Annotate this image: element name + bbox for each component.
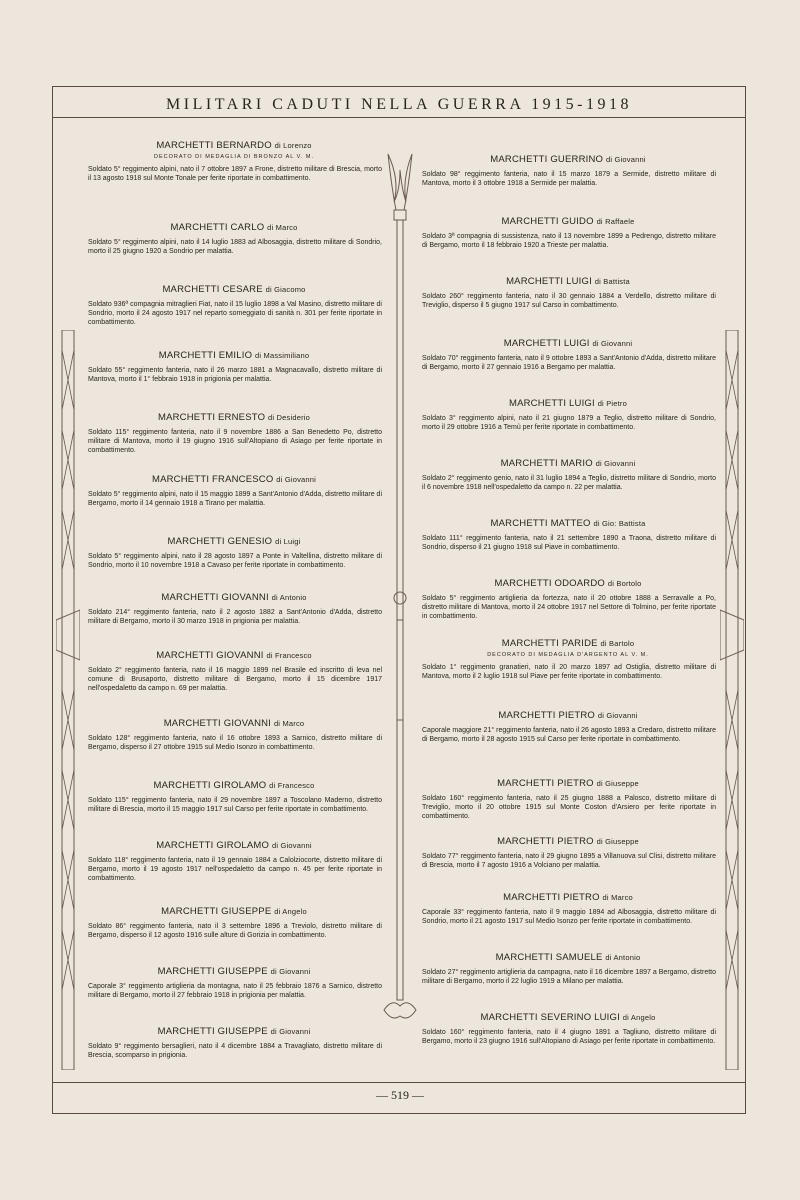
entry-patronymic: di Massimiliano [255, 351, 310, 360]
entry-description: Soldato 27° reggimento artiglieria da campagna, nato il 16 dicembre 1897 a Bergamo, distretto militare di Bergamo, morto il 22 luglio 1919 a Milano per malattia. [422, 969, 716, 985]
entry-medal: DECORATO DI MEDAGLIA DI BRONZO AL V. M. [153, 154, 315, 160]
entry-patronymic: di Giovanni [605, 155, 646, 164]
entry-patronymic: di Bortolo [607, 579, 642, 588]
entry-surname: MARCHETTI PIETRO [497, 778, 594, 789]
entry-patronymic: di Antonio [271, 593, 307, 602]
entry-name [418, 892, 718, 903]
entry-surname: MARCHETTI GIUSEPPE [157, 966, 268, 977]
entry-name [84, 350, 384, 361]
entry-patronymic: di Marco [267, 223, 298, 232]
entry-description: Soldato 2° reggimento genio, nato il 31 luglio 1894 a Teglio, distretto militare di Sondrio, morto il 6 novembre 1918 nell'ospedaletto da campo n. 22 per malattia. [422, 475, 716, 491]
entry-patronymic: di Angelo [274, 907, 307, 916]
entry-surname: MARCHETTI MARIO [500, 458, 593, 469]
entry-name [418, 638, 718, 649]
entry-description: Soldato 118° reggimento fanteria, nato il 19 gennaio 1884 a Calolziocorte, distretto militare di Bergamo, morto il 19 agosto 1917 nell'ospedaletto da campo n. 45 per ferite riportate in combattimento. [88, 857, 382, 882]
entry-patronymic: di Giovanni [595, 459, 636, 468]
entry [84, 906, 384, 941]
entry-patronymic: di Giovanni [276, 475, 317, 484]
entry-name [84, 412, 384, 423]
entry-surname: MARCHETTI LUIGI [506, 276, 592, 287]
entry-description: Soldato 98° reggimento fanteria, nato il 15 marzo 1879 a Sermide, distretto militare di Mantova, morto il 3 ottobre 1918 a Sermide per malattia. [422, 171, 716, 187]
entry-surname: MARCHETTI LUIGI [503, 338, 590, 349]
entry [418, 338, 718, 373]
entry-name [418, 518, 718, 529]
entry-name [418, 952, 718, 963]
entry [418, 518, 718, 553]
page-title: MILITARI CADUTI NELLA GUERRA 1915-1918 [52, 86, 746, 118]
entry-name [418, 778, 718, 789]
entry [418, 154, 718, 189]
entry-name [84, 780, 384, 791]
entry-surname: MARCHETTI GUIDO [501, 216, 594, 227]
entry-description: Soldato 260° reggimento fanteria, nato il 30 gennaio 1884 a Verdello, distretto militare di Treviglio, disperso il 5 giugno 1917 sul Carso in combattimento. [422, 293, 716, 309]
entry-surname: MARCHETTI GIROLAMO [153, 780, 267, 791]
entry-name [418, 276, 718, 287]
entry-patronymic: di Giovanni [271, 841, 312, 850]
entry-name [84, 718, 384, 729]
entry-name [418, 710, 718, 721]
entry-name [84, 140, 384, 151]
entry-name [84, 592, 384, 603]
entry-patronymic: di Francesco [269, 781, 315, 790]
entry [418, 638, 718, 682]
entry [418, 1012, 718, 1047]
entry-description: Soldato 5° reggimento alpini, nato il 14 luglio 1883 ad Albosaggia, distretto militare di Sondrio, morto il 25 giugno 1920 a Sondrio per malattia. [88, 239, 382, 255]
entry-surname: MARCHETTI GIROLAMO [156, 840, 270, 851]
entry-name [418, 154, 718, 165]
entry-surname: MARCHETTI ERNESTO [157, 412, 266, 423]
entry-description: Caporale 3° reggimento artiglieria da montagna, nato il 25 febbraio 1876 a Sarnico, distretto militare di Bergamo, morto il 27 febbraio 1918 in prigionia per malattia. [88, 983, 382, 999]
entry [84, 412, 384, 455]
entry [84, 474, 384, 509]
entry-name [84, 284, 384, 295]
entry [84, 350, 384, 385]
entry-surname: MARCHETTI LUIGI [508, 398, 595, 409]
entry-name [84, 650, 384, 661]
entry [84, 840, 384, 883]
entry-patronymic: di Desiderio [268, 413, 311, 422]
entry-description: Soldato 70° reggimento fanteria, nato il 9 ottobre 1893 a Sant'Antonio d'Adda, distretto militare di Bergamo, morto il 27 gennaio 1916 a Bergamo per malattia. [422, 355, 716, 371]
entry-patronymic: di Luigi [275, 537, 301, 546]
entry [418, 952, 718, 987]
entry-surname: MARCHETTI SAMUELE [495, 952, 603, 963]
entry [418, 276, 718, 311]
entry-name [418, 338, 718, 349]
entry [84, 222, 384, 257]
entry [84, 718, 384, 753]
entry-patronymic: di Francesco [266, 651, 312, 660]
entry-name [418, 836, 718, 847]
entry [84, 1026, 384, 1061]
entry-surname: MARCHETTI EMILIO [158, 350, 253, 361]
entry-patronymic: di Marco [602, 893, 633, 902]
entry-surname: MARCHETTI FRANCESCO [151, 474, 274, 485]
entry-medal: DECORATO DI MEDAGLIA D'ARGENTO AL V. M. [487, 652, 649, 658]
entry-name [418, 216, 718, 227]
entry-name [418, 1012, 718, 1023]
entry-description: Caporale maggiore 21° reggimento fanteria, nato il 26 agosto 1893 a Credaro, distretto militare di Bergamo, morto il 28 agosto 1915 sul Carso per ferite riportate in combattimento. [422, 727, 716, 743]
entry [418, 458, 718, 493]
entry-surname: MARCHETTI PIETRO [503, 892, 600, 903]
entry-description: Soldato 115° reggimento fanteria, nato il 29 novembre 1897 a Toscolano Maderno, distretto militare di Brescia, morto il 15 maggio 1917 sul Carso per ferite riportate in combattimento. [88, 797, 382, 813]
entry [84, 592, 384, 627]
entry-description: Soldato 86° reggimento fanteria, nato il 3 settembre 1896 a Treviolo, distretto militare di Bergamo, disperso il 12 agosto 1916 sulle alture di Gorizia in combattimento. [88, 923, 382, 939]
entry [84, 966, 384, 1001]
entry-patronymic: di Giovanni [270, 1027, 311, 1036]
entry-surname: MARCHETTI PARIDE [501, 638, 598, 649]
entry [418, 578, 718, 621]
page-number: — 519 — [376, 1088, 424, 1102]
entry-name [84, 966, 384, 977]
entry-surname: MARCHETTI GIOVANNI [161, 592, 269, 603]
entry-description: Caporale 33° reggimento fanteria, nato il 9 maggio 1894 ad Albosaggia, distretto militare di Sondrio, morto il 21 agosto 1917 sul Medio Isonzo per ferite riportate in combattimento. [422, 909, 716, 925]
entry-description: Soldato 160° reggimento fanteria, nato il 25 giugno 1888 a Palosco, distretto militare di Treviglio, morto il 20 ottobre 1915 sul Monte Coston d'Arsiero per ferite riportate in combattimento. [422, 795, 716, 820]
entry-patronymic: di Antonio [605, 953, 641, 962]
entry-surname: MARCHETTI ODOARDO [494, 578, 605, 589]
entry [418, 836, 718, 871]
entry-name [84, 474, 384, 485]
entry-surname: MARCHETTI PIETRO [498, 710, 596, 721]
entry-patronymic: di Giuseppe [596, 779, 639, 788]
entry [418, 398, 718, 433]
entry-description: Soldato 214° reggimento fanteria, nato il 2 agosto 1882 a Sant'Antonio d'Adda, distretto militare di Bergamo, morto il 30 marzo 1918 in prigionia per malattia. [88, 609, 382, 625]
entry-surname: MARCHETTI PIETRO [497, 836, 594, 847]
entry-description: Soldato 5° reggimento artiglieria da fortezza, nato il 20 ottobre 1888 a Serravalle a Po, distretto militare di Mantova, morto il 24 ottobre 1917 nel Settore di Tolmino, per ferite riportate in combattimento. [422, 595, 716, 620]
entry-name [84, 840, 384, 851]
entry-surname: MARCHETTI MATTEO [490, 518, 591, 529]
entry-description: Soldato 128° reggimento fanteria, nato il 16 ottobre 1893 a Sarnico, distretto militare di Bergamo, disperso il 27 ottobre 1915 sul Medio Isonzo in combattimento. [88, 735, 382, 751]
entry-surname: MARCHETTI GIOVANNI [156, 650, 264, 661]
entry-name [84, 1026, 384, 1037]
entry [418, 778, 718, 821]
entry-description: Soldato 2° reggimento fanteria, nato il 16 maggio 1899 nel Brasile ed inscritto di leva nel comune di Brusaporto, distretto militare di Bergamo, morto il 15 dicembre 1917 nell'ospedaletto da campo n. 69 per malattia. [88, 667, 382, 692]
entry [418, 892, 718, 927]
entry-patronymic: di Bartolo [600, 639, 635, 648]
entry [84, 536, 384, 571]
entry-patronymic: di Giovanni [270, 967, 311, 976]
entry-description: Soldato 5° reggimento alpini, nato il 28 agosto 1897 a Ponte in Valtellina, distretto militare di Sondrio, morto il 10 novembre 1918 a Cavaso per ferite riportate in combattimento. [88, 553, 382, 569]
entry-patronymic: di Giacomo [265, 285, 306, 294]
entry-patronymic: di Giuseppe [596, 837, 639, 846]
entry-surname: MARCHETTI GIUSEPPE [157, 1026, 268, 1037]
entry-patronymic: di Gio: Battista [593, 519, 646, 528]
entry-patronymic: di Pietro [597, 399, 628, 408]
entry [418, 216, 718, 251]
entry-description: Soldato 5° reggimento alpini, nato il 15 maggio 1899 a Sant'Antonio d'Adda, distretto militare di Bergamo, morto il 14 gennaio 1918 a Tirano per malattia. [88, 491, 382, 507]
entry-description: Soldato 77° reggimento fanteria, nato il 29 giugno 1895 a Villanuova sul Clisi, distretto militare di Brescia, morto il 7 agosto 1916 a Volciano per malattia. [422, 853, 716, 869]
entry-description: Soldato 55° reggimento fanteria, nato il 26 marzo 1881 a Magnacavallo, distretto militare di Mantova, morto il 1° febbraio 1918 in prigionia per malattia. [88, 367, 382, 383]
fasces-ornament-left-icon [56, 330, 80, 1070]
entry-description: Soldato 3° reggimento alpini, nato il 21 giugno 1879 a Teglio, distretto militare di Sondrio, morto il 29 ottobre 1916 a Temù per ferite riportate in combattimento. [422, 415, 716, 431]
entry-description: Soldato 936ª compagnia mitraglieri Fiat, nato il 15 luglio 1898 a Val Masino, distretto militare di Sondrio, morto il 24 agosto 1917 nel reparto someggiato di sanità n. 301 per ferite riportate in combattimento. [88, 301, 382, 326]
entry-name [84, 906, 384, 917]
entry [418, 710, 718, 745]
entry-name [84, 222, 384, 233]
torch-ornament-icon [380, 150, 420, 1040]
entry-surname: MARCHETTI BERNARDO [156, 140, 272, 151]
footer-divider [52, 1082, 746, 1083]
entry-description: Soldato 115° reggimento fanteria, nato il 9 novembre 1886 a San Benedetto Po, distretto militare di Mantova, morto il 19 giugno 1916 sull'Altopiano di Asiago per ferite riportate in combattimento. [88, 429, 382, 454]
entry-surname: MARCHETTI SEVERINO LUIGI [480, 1012, 620, 1023]
entry-name [84, 536, 384, 547]
entry-patronymic: di Angelo [622, 1013, 656, 1022]
entry-surname: MARCHETTI GIOVANNI [163, 718, 272, 729]
entry-description: Soldato 9° reggimento bersaglieri, nato il 4 dicembre 1884 a Travagliato, distretto militare di Brescia, scomparso in prigionia. [88, 1043, 382, 1059]
entry [84, 140, 384, 184]
entry-patronymic: di Giovanni [597, 711, 638, 720]
entry-surname: MARCHETTI GIUSEPPE [161, 906, 272, 917]
entry [84, 780, 384, 815]
entry-surname: MARCHETTI GENESIO [167, 536, 273, 547]
entry-surname: MARCHETTI CARLO [170, 222, 265, 233]
entry-patronymic: di Marco [273, 719, 305, 728]
entry-surname: MARCHETTI CESARE [162, 284, 263, 295]
entry [84, 284, 384, 327]
entry-name [418, 578, 718, 589]
entry-patronymic: di Raffaele [596, 217, 635, 226]
entry-patronymic: di Giovanni [592, 339, 633, 348]
entry [84, 650, 384, 693]
entry-name [418, 398, 718, 409]
entry-description: Soldato 1° reggimento granatieri, nato il 20 marzo 1897 ad Ostiglia, distretto militare di Mantova, morto il 2 luglio 1918 sul Piave per ferite riportate in combattimento. [422, 664, 716, 680]
entry-patronymic: di Battista [594, 277, 630, 286]
entry-description: Soldato 3ª compagnia di sussistenza, nato il 13 novembre 1899 a Pedrengo, distretto militare di Bergamo, morto il 18 febbraio 1920 a Trieste per malattia. [422, 233, 716, 249]
entry-patronymic: di Lorenzo [274, 141, 312, 150]
fasces-ornament-right-icon [720, 330, 744, 1070]
entry-description: Soldato 5° reggimento alpini, nato il 7 ottobre 1897 a Frone, distretto militare di Brescia, morto il 13 agosto 1918 sul Monte Tonale per ferite riportate in combattimento. [88, 166, 382, 182]
entry-description: Soldato 160° reggimento fanteria, nato il 4 giugno 1891 a Tagliuno, distretto militare di Bergamo, morto il 23 giugno 1916 sull'Altopiano di Asiago per ferite riportate in combattimento. [422, 1029, 716, 1045]
entry-surname: MARCHETTI GUERRINO [490, 154, 604, 165]
entry-description: Soldato 111° reggimento fanteria, nato il 21 settembre 1890 a Traona, distretto militare di Sondrio, disperso il 21 giugno 1918 sul Piave in combattimento. [422, 535, 716, 551]
entry-name [418, 458, 718, 469]
